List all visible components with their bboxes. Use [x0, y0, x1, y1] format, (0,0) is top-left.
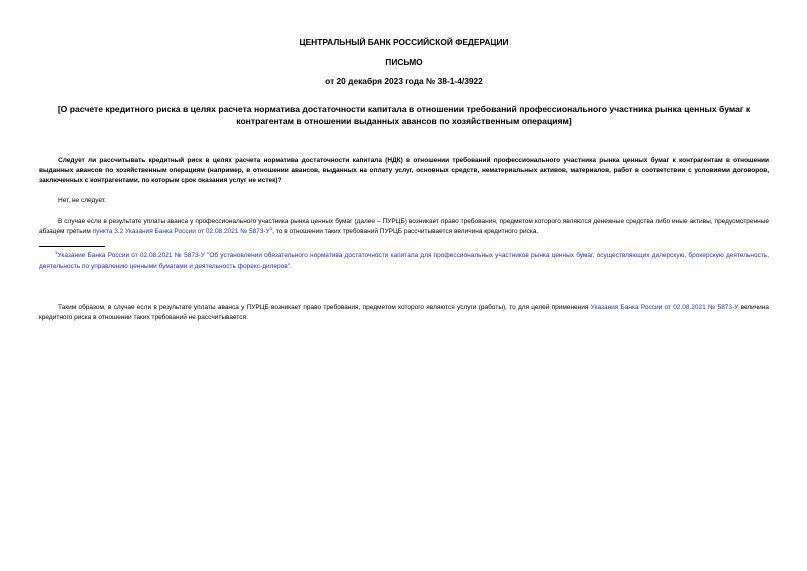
- conclusion-text-start: Таким образом, в случае если в результате уплаты аванса у ПУРЦБ возникает право требования, предметом которого являются услуги (работы), то для целей применения: [58, 304, 591, 311]
- footnote-text: Указание Банка России от 02.08.2021 № 5873-У "Об установлении обязательного норматива достаточности капитала для профессиональных участников рынка ценных бумаг, осуществляющих дилерскую, брокерскую деятельность, деятельность по управлению ценными бумагами и деятельность форекс-дилеров".: [39, 252, 769, 270]
- footnote[interactable]: [39, 250, 769, 272]
- document-type: ПИСЬМО: [385, 57, 423, 67]
- regulation-link-point-3-2[interactable]: пункта 3.2 Указания Банка России от 02.08.2021 № 5873-У: [92, 228, 270, 236]
- case-text-start: В случае если в результате уплаты аванса у профессионального участника рынка ценных бумаг (далее – ПУРЦБ) возникает право требования, предметом которого являются денежные средства либо иные активы, предусмотренные абзацем третьим: [39, 218, 769, 236]
- conclusion-text-end: величина кредитного риска в отношении таких требований не рассчитывается.: [39, 304, 769, 322]
- case-paragraph: [39, 217, 769, 237]
- footnote-reference[interactable]: 1: [269, 226, 273, 232]
- answer-paragraph: Нет, не следует.: [58, 197, 106, 204]
- question-paragraph: Следует ли рассчитывать кредитный риск в целях расчета норматива достаточности капитала (НДК) в отношении требований профессионального участника рынка ценных бумаг к контрагентам в отношении выданных авансов по хозяйственным операциям (например, в отношении авансов, выданных на оплату услуг, основных средств, нематериальных активов, материалов, работ в соответствии с условиями договоров, заключенных с контрагентами, по которым срок оказания услуг не истек)?: [39, 157, 769, 185]
- document-title: [О расчете кредитного риска в целях расчета норматива достаточности капитала в отношении требований профессионального участника рынка ценных бумаг к контрагентам в отношении выданных авансов по хозяйственным операциям]: [57, 104, 751, 126]
- case-text-end: , то в отношении таких требований ПУРЦБ рассчитывается величина кредитного риска.: [272, 228, 539, 236]
- regulation-link-5873-u[interactable]: Указания Банка России от 02.08.2021 № 5873-У: [590, 304, 739, 311]
- footnote-separator: [39, 246, 105, 247]
- issuing-organization: ЦЕНТРАЛЬНЫЙ БАНК РОССИЙСКОЙ ФЕДЕРАЦИИ: [299, 37, 509, 47]
- footnote-mark: 1: [55, 249, 58, 255]
- document-date-number: от 20 декабря 2023 года № 38-1-4/3922: [325, 76, 483, 86]
- conclusion-paragraph: [39, 303, 769, 323]
